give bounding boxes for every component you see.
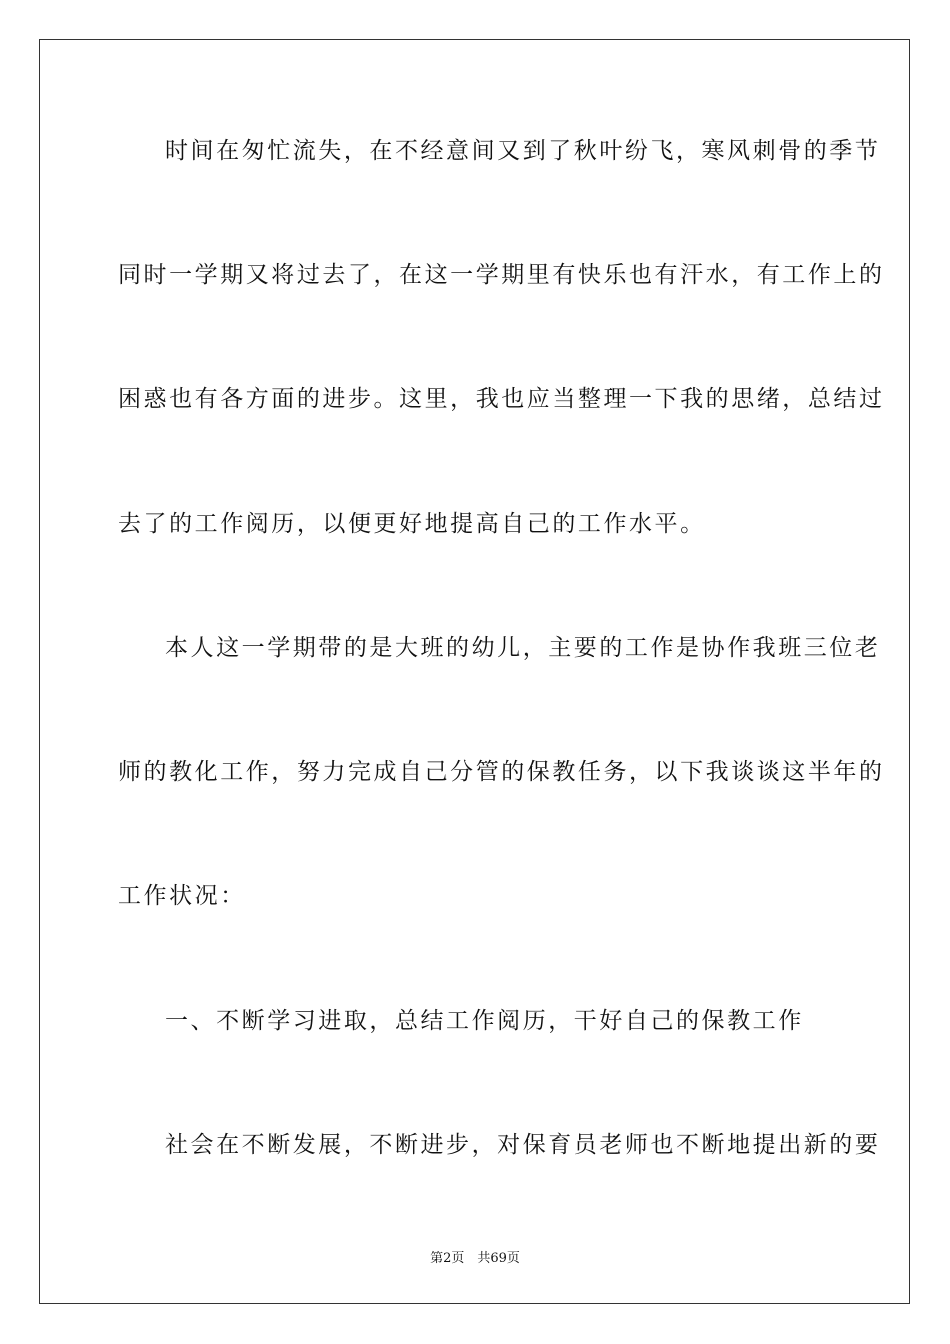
paragraph-1-line-2: 同时一学期又将过去了，在这一学期里有快乐也有汗水，有工作上的	[118, 262, 885, 288]
paragraph-1-line-1: 时间在匆忙流失，在不经意间又到了秋叶纷飞，寒风刺骨的季节	[165, 138, 881, 164]
paragraph-2-line-1: 本人这一学期带的是大班的幼儿，主要的工作是协作我班三位老	[165, 635, 881, 661]
page-number-footer: 第2页 共69页	[430, 1251, 520, 1266]
paragraph-3-line-1: 社会在不断发展，不断进步，对保育员老师也不断地提出新的要	[165, 1132, 881, 1158]
paragraph-2-line-2: 师的教化工作，努力完成自己分管的保教任务，以下我谈谈这半年的	[118, 759, 885, 785]
paragraph-1-line-3: 困惑也有各方面的进步。这里，我也应当整理一下我的思绪，总结过	[118, 386, 885, 412]
paragraph-1-line-4: 去了的工作阅历，以便更好地提高自己的工作水平。	[118, 511, 706, 537]
section-heading: 一、不断学习进取，总结工作阅历，干好自己的保教工作	[165, 1008, 804, 1034]
paragraph-2-line-3: 工作状况：	[118, 883, 246, 909]
page-border	[39, 39, 910, 1304]
